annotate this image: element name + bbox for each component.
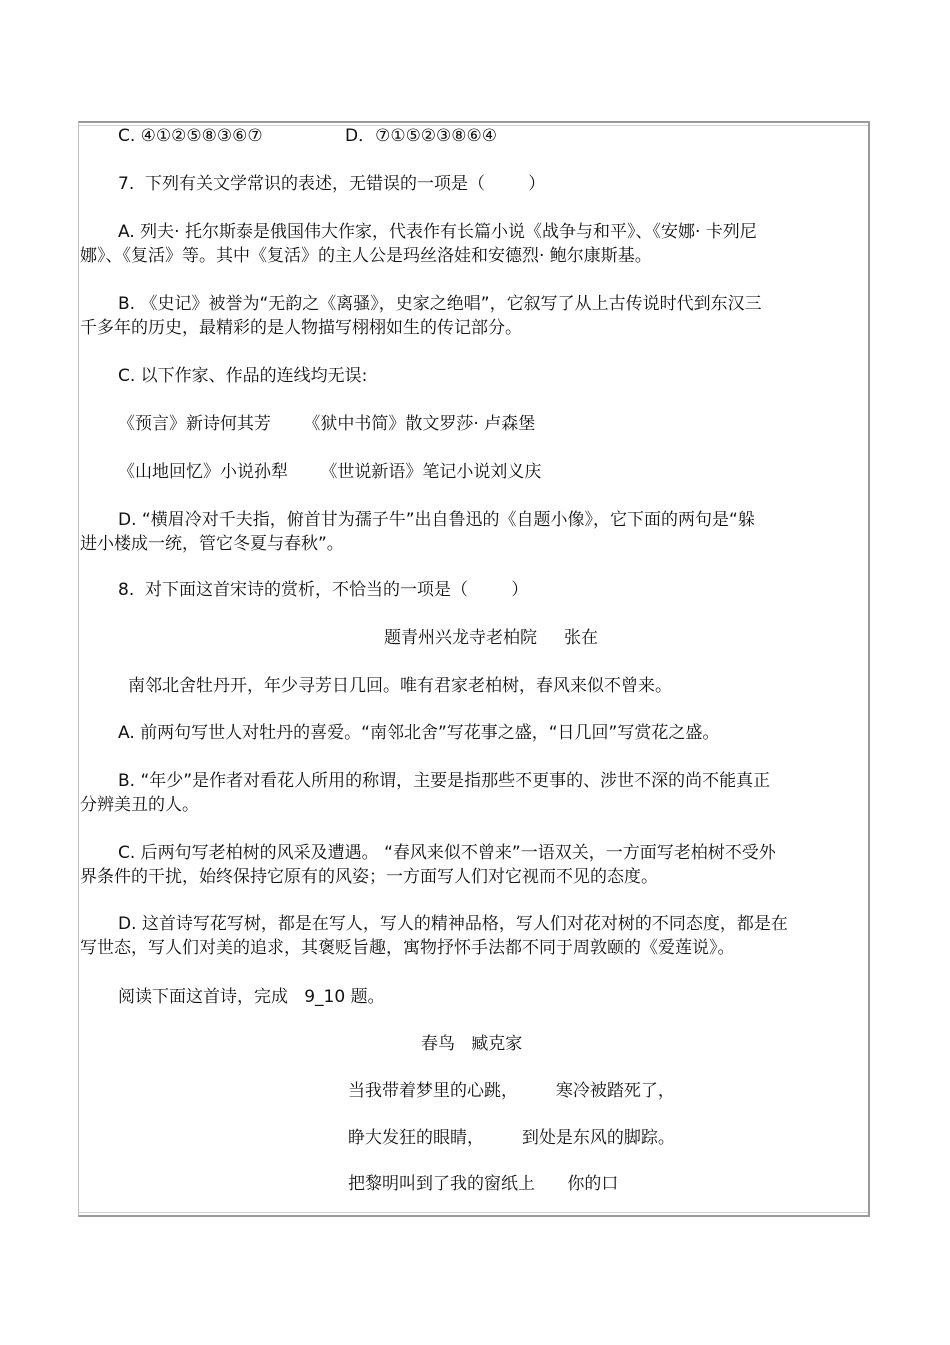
question-8-stem: 8. 对下面这首宋诗的赏析，不恰当的一项是（ ）: [118, 580, 529, 600]
question-7-stem: 7. 下列有关文学常识的表述，无错误的一项是（ ）: [118, 174, 546, 194]
q7-option-d-line1: D. “横眉冷对千夫指，俯首甘为孺子牛”出自鲁迅的《自题小像》，它下面的两句是“躲: [118, 510, 755, 530]
q7-option-a-line2: 娜》、《复活》等。其中《复活》的主人公是玛丝洛娃和安德烈· 鲍尔康斯基。: [80, 246, 652, 266]
q8-poem-title: 题青州兴龙寺老柏院 张在: [384, 628, 599, 648]
q8-option-c-line1: C. 后两句写老柏树的风采及遭遇。 “春风来似不曾来”一语双关，一方面写老柏树不受外: [118, 843, 776, 863]
reading-poem-title: 春鸟 臧克家: [421, 1034, 523, 1054]
q8-option-a-line: A. 前两句写世人对牡丹的喜爱。“南邻北舍”写花事之盛，“日几回”写赏花之盛。: [118, 723, 720, 743]
reading-poem-line2: 睁大发狂的眼睛， 到处是东风的脚踪。: [348, 1128, 675, 1148]
reading-poem-line1: 当我带着梦里的心跳， 寒冷被踏死了，: [348, 1081, 675, 1101]
reading-intro: 阅读下面这首诗，完成 9_10 题。: [118, 987, 385, 1007]
q8-option-c-line2: 界条件的干扰，始终保持它原有的风姿；一方面写人们对它视而不见的态度。: [80, 867, 658, 887]
q7-option-b-line2: 千多年的历史，最精彩的是人物描写栩栩如生的传记部分。: [80, 318, 522, 338]
q8-option-d-line1: D. 这首诗写花写树，都是在写人，写人的精神品格，写人们对花对树的不同态度，都是在: [118, 914, 788, 934]
q7-option-c-pair2: 《山地回忆》小说孙犁 《世说新语》笔记小说刘义庆: [118, 462, 542, 482]
q7-option-c-line: C. 以下作家、作品的连线均无误:: [118, 366, 368, 386]
option-d-row: D．⑦①⑤②③⑧⑥④: [345, 126, 498, 146]
q7-option-a-line1: A. 列夫· 托尔斯泰是俄国伟大作家，代表作有长篇小说《战争与和平》、《安娜· 卡列尼: [118, 222, 757, 242]
option-c-row: C. ④①②⑤⑧③⑥⑦: [118, 126, 263, 146]
q7-option-d-line2: 进小楼成一统，管它冬夏与春秋”。: [80, 534, 344, 554]
q7-option-b-line1: B. 《史记》被誉为“无韵之《离骚》，史家之绝唱”，它叙写了从上古传说时代到东汉三: [118, 294, 762, 314]
q8-option-b-line1: B. “年少”是作者对看花人所用的称谓，主要是指那些不更事的、涉世不深的尚不能真正: [118, 771, 771, 791]
q7-option-c-pair1: 《预言》新诗何其芳 《狱中书简》散文罗莎· 卢森堡: [118, 414, 536, 434]
q8-option-b-line2: 分辨美丑的人。: [80, 795, 199, 815]
q8-option-d-line2: 写世态，写人们对美的追求，其褒贬旨趣，寓物抒怀手法都不同于周敦颐的《爱莲说》。: [80, 938, 735, 958]
q8-poem-text: 南邻北舍牡丹开，年少寻芳日几回。唯有君家老柏树，春风来似不曾来。: [128, 676, 672, 696]
reading-poem-line3: 把黎明叫到了我的窗纸上 你的口: [348, 1174, 619, 1194]
